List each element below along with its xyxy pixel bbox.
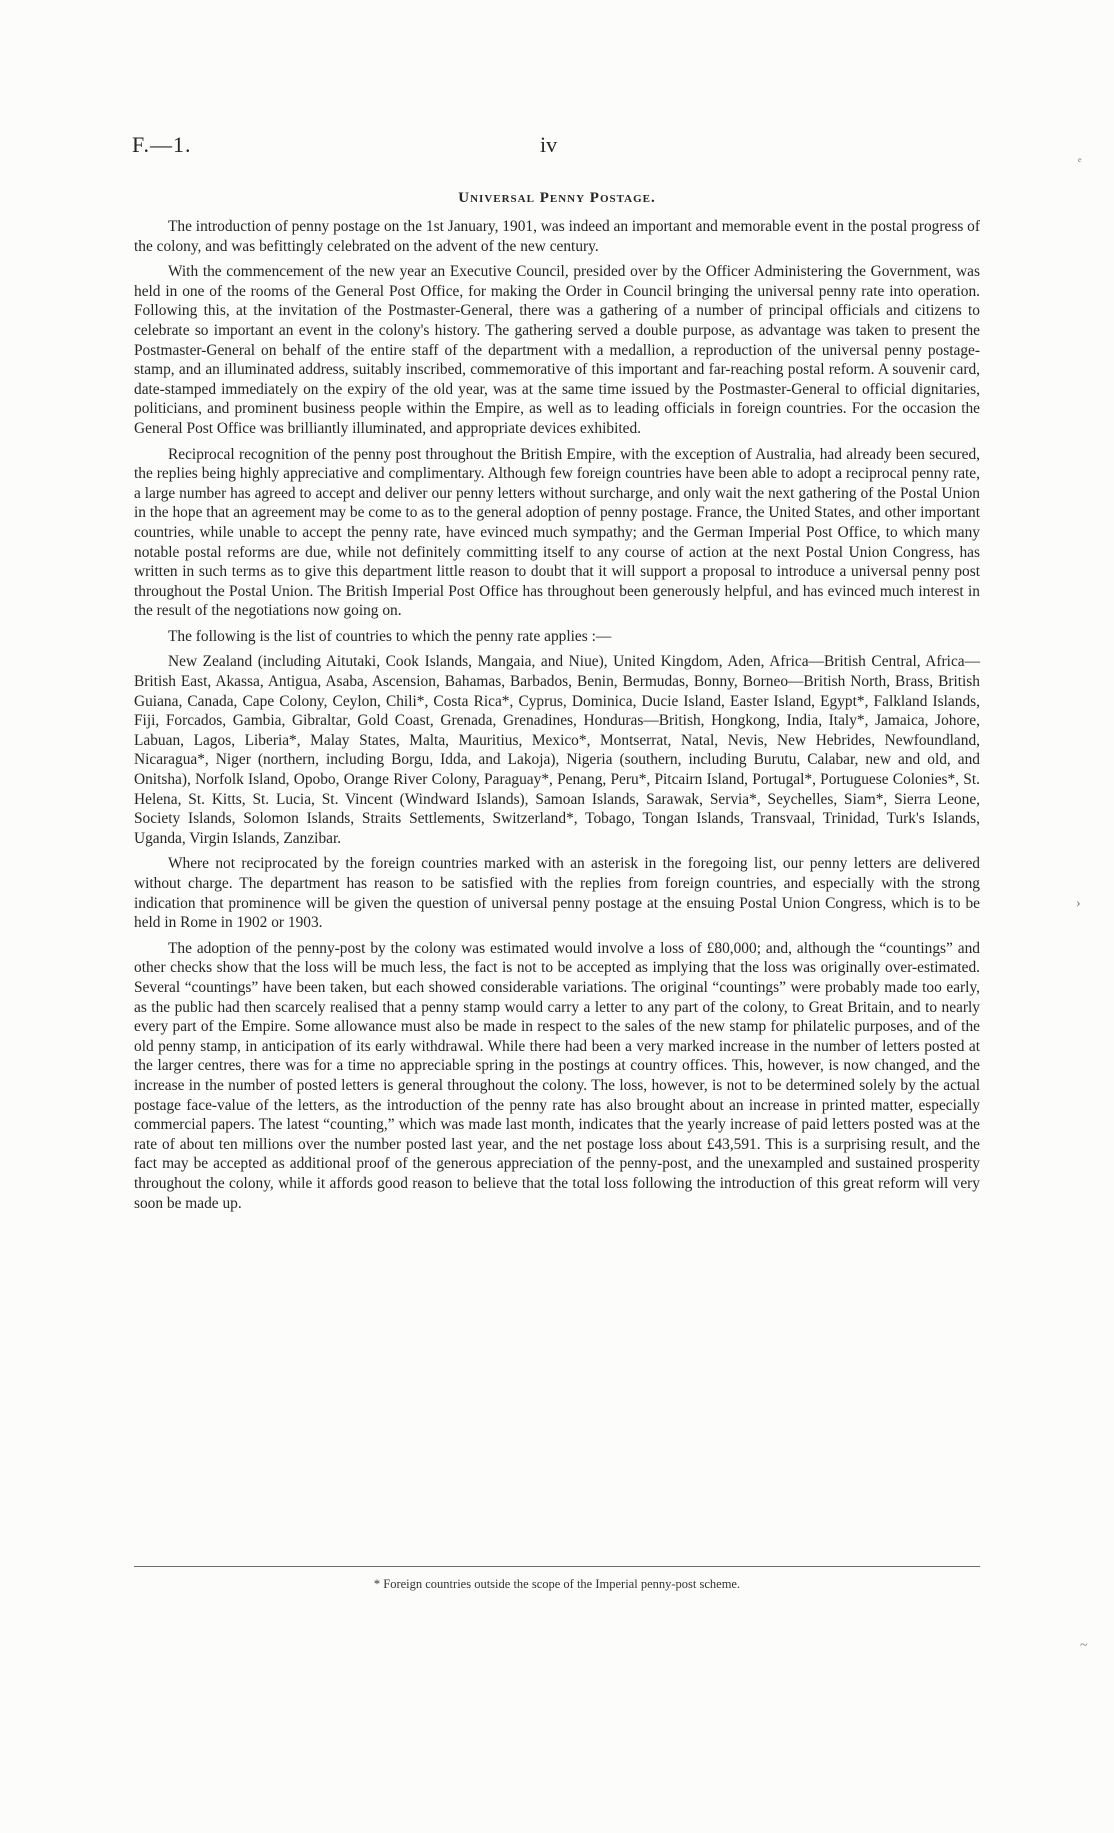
- section-title: Universal Penny Postage.: [458, 190, 656, 206]
- paragraph-executive-council: With the commencement of the new year an Executive Council, presided over by the Officer Administering the Government, was held in one of the rooms of the General Post Office, for making the Order in Council bringing the universal penny rate into operation. Following this, at the invitation of the Postmaster-General, there was a gathering of a number of principal officials and citizens to celebrate so important an event in the colony's history. The gathering served a double purpose, as advantage was taken to present the Postmaster-General on behalf of the entire staff of the department with a medallion, a reproduction of the universal penny postage-stamp, and an illuminated address, suitably inscribed, commemorative of this important and far-reaching postal reform. A souvenir card, date-stamped immediately on the expiry of the old year, was at the same time issued by the Postmaster-General to official dignitaries, politicians, and prominent business people within the Empire, as well as to leading officials in foreign countries. For the occasion the General Post Office was brilliantly illuminated, and appropriate devices exhibited.: [134, 263, 980, 437]
- margin-mark: ~: [1080, 1638, 1088, 1653]
- main-content: [134, 190, 980, 1219]
- paragraph-list-intro: The following is the list of countries to which the penny rate applies :—: [168, 627, 612, 645]
- margin-mark: ›: [1076, 896, 1081, 911]
- paragraph-introduction: The introduction of penny postage on the 1st January, 1901, was indeed an important and memorable event in the postal progress of the colony, and was befittingly celebrated on the advent of the new century.: [134, 218, 980, 255]
- paragraph-asterisk-note: Where not reciprocated by the foreign countries marked with an asterisk in the foregoing list, our penny letters are delivered without charge. The department has reason to be satisfied with the replies from foreign countries, and especially with the strong indication that prominence will be given the question of universal penny postage at the ensuing Postal Union Congress, which is to be held in Rome in 1902 or 1903.: [134, 855, 980, 932]
- margin-mark: ₑ: [1078, 150, 1082, 165]
- footnote: * Foreign countries outside the scope of the Imperial penny-post scheme.: [373, 1577, 741, 1591]
- paragraph-loss-estimate: The adoption of the penny-post by the colony was estimated would involve a loss of £80,000; and, although the “countings” and other checks show that the loss will be much less, the fact is not to be accepted as implying that the loss was originally over-estimated. Several “countings” have been taken, but each showed considerable variations. The original “countings” were probably made too early, as the public had then scarcely realised that a penny stamp would carry a letter to any part of the colony, to Great Britain, and to nearly every part of the Empire. Some allowance must also be made in respect to the sales of the new stamp for philatelic purposes, and of the old penny stamp, in anticipation of its early withdrawal. While there had been a very marked increase in the number of letters posted at the larger centres, there was for a time no appreciable spring in the postings at country offices. This, however, is now changed, and the increase in the number of posted letters is general throughout the colony. The loss, however, is not to be determined solely by the actual postage face-value of the letters, as the introduction of the penny rate has also brought about an increase in printed matter, especially commercial papers. The latest “counting,” which was made last month, indicates that the yearly increase of paid letters posted was at the rate of about ten millions over the number posted last year, and the net postage loss about £43,591. This is a surprising result, and the fact may be accepted as additional proof of the generous appreciation of the penny-post, and the unexampled and sustained prosperity throughout the colony, while it affords good reason to believe that the total loss following the introduction of this great reform will very soon be made up.: [134, 939, 980, 1212]
- document-reference: F.—1.: [132, 132, 192, 157]
- footnote-divider: [134, 1566, 980, 1567]
- paragraph-country-list: New Zealand (including Aitutaki, Cook Islands, Mangaia, and Niue), United Kingdom, Aden, Africa—British Central, Africa—British East, Akassa, Antigua, Asaba, Ascension, Bahamas, Barbados, Benin, Bermudas, Bonny, Borneo—British North, Brass, British Guiana, Canada, Cape Colony, Ceylon, Chili*, Costa Rica*, Cyprus, Dominica, Ducie Island, Easter Island, Egypt*, Falkland Islands, Fiji, Forcados, Gambia, Gibraltar, Gold Coast, Grenada, Grenadines, Honduras—British, Hongkong, India, Italy*, Jamaica, Johore, Labuan, Lagos, Liberia*, Malay States, Malta, Mauritius, Mexico*, Montserrat, Natal, Nevis, New Hebrides, Newfoundland, Nicaragua*, Niger (northern, including Borgu, Idda, and Lakoja), Nigeria (southern, including Burutu, Calabar, new and old, and Onitsha), Norfolk Island, Opobo, Orange River Colony, Paraguay*, Penang, Peru*, Pitcairn Island, Portugal*, Portuguese Colonies*, St. Helena, St. Kitts, St. Lucia, St. Vincent (Windward Islands), Samoan Islands, Sarawak, Servia*, Seychelles, Siam*, Sierra Leone, Society Islands, Solomon Islands, Straits Settlements, Switzerland*, Tobago, Tongan Islands, Transvaal, Trinidad, Turk's Islands, Uganda, Virgin Islands, Zanzibar.: [134, 653, 980, 847]
- page-number: iv: [540, 132, 558, 157]
- paragraph-reciprocal-recognition: Reciprocal recognition of the penny post throughout the British Empire, with the exception of Australia, had already been secured, the replies being highly appreciative and complimentary. Although few foreign countries have been able to adopt a reciprocal penny rate, a large number has agreed to accept and deliver our penny letters without surcharge, and only wait the next gathering of the Postal Union in the hope that an agreement may be come to as to the general adoption of penny postage. France, the United States, and other important countries, while unable to accept the penny rate, have evinced much sympathy; and the German Imperial Post Office, to which many notable postal reforms are due, while not definitely committing itself to any course of action at the next Postal Union Congress, has written in such terms as to give this department little reason to doubt that it will support a proposal to introduce a universal penny post throughout the Postal Union. The British Imperial Post Office has throughout been generously helpful, and has evinced much interest in the result of the negotiations now going on.: [134, 445, 980, 620]
- page-header: [132, 132, 982, 162]
